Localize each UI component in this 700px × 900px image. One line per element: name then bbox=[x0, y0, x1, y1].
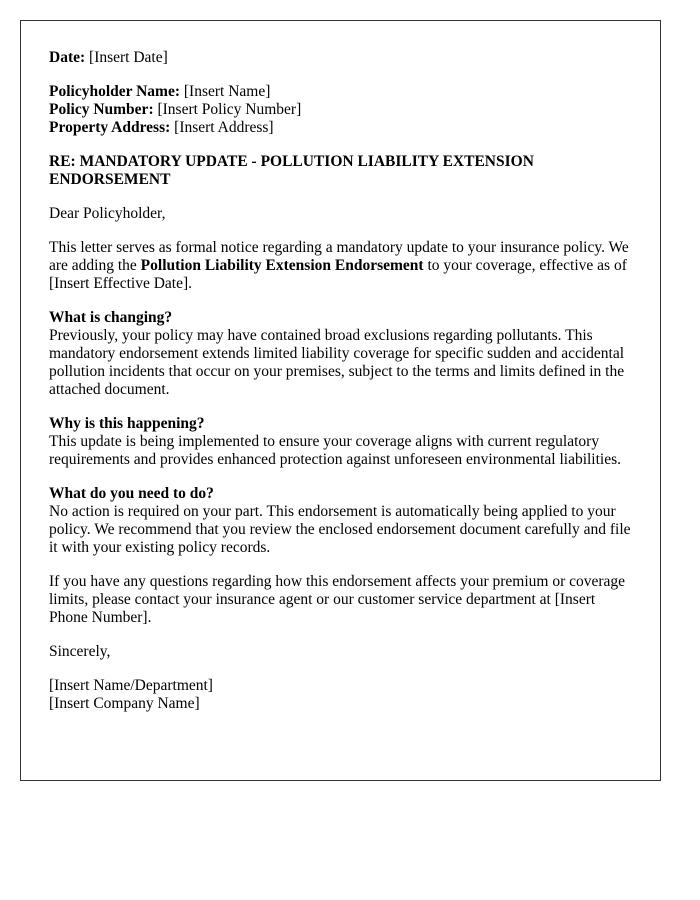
section-what-is-changing bbox=[49, 309, 632, 399]
section-body: No action is required on your part. This endorsement is automatically being applied to your policy. We recommend that you review the enclosed endorsement document carefully and file it with your existing policy records. bbox=[49, 503, 631, 556]
section-heading: Why is this happening? bbox=[49, 415, 205, 432]
policy-number-line bbox=[49, 101, 301, 118]
date-line bbox=[49, 49, 632, 67]
signature-company: [Insert Company Name] bbox=[49, 695, 200, 712]
section-what-to-do bbox=[49, 485, 632, 557]
policyholder-name-value: [Insert Name] bbox=[183, 83, 271, 100]
policy-number-label: Policy Number: bbox=[49, 101, 154, 118]
property-address-line bbox=[49, 119, 274, 136]
intro-paragraph bbox=[49, 239, 632, 293]
recipient-block bbox=[49, 83, 632, 137]
section-body: This update is being implemented to ensure your coverage aligns with current regulatory requirements and provides enhanced protection against unforeseen environmental liabilities. bbox=[49, 433, 622, 468]
intro-text-1: This letter serves as formal notice regarding a mandatory update to your insurance policy. We are adding the bbox=[49, 239, 629, 274]
date-value: [Insert Date] bbox=[89, 49, 168, 66]
contact-paragraph: If you have any questions regarding how this endorsement affects your premium or coverage limits, please contact your insurance agent or our customer service department at [Insert Phone Number]. bbox=[49, 573, 626, 626]
endorsement-name: Pollution Liability Extension Endorsement bbox=[140, 257, 424, 274]
section-heading: What do you need to do? bbox=[49, 485, 214, 502]
section-heading: What is changing? bbox=[49, 309, 173, 326]
closing: Sincerely, bbox=[49, 643, 111, 660]
signature-block bbox=[49, 677, 632, 713]
section-why-happening bbox=[49, 415, 632, 469]
signature-name-department: [Insert Name/Department] bbox=[49, 677, 213, 694]
salutation: Dear Policyholder, bbox=[49, 205, 166, 222]
policy-number-value: [Insert Policy Number] bbox=[157, 101, 302, 118]
subject-line: RE: MANDATORY UPDATE - POLLUTION LIABILITY EXTENSION ENDORSEMENT bbox=[49, 153, 534, 188]
section-body: Previously, your policy may have contained broad exclusions regarding pollutants. This mandatory endorsement extends limited liability coverage for specific sudden and accidental pollution incidents that occur on your premises, subject to the terms and limits defined in the attached document. bbox=[49, 327, 625, 398]
policyholder-name-line bbox=[49, 83, 270, 100]
intro-text-2: to your coverage, effective as of [Insert Effective Date]. bbox=[49, 257, 627, 292]
property-address-value: [Insert Address] bbox=[174, 119, 274, 136]
policyholder-name-label: Policyholder Name: bbox=[49, 83, 181, 100]
date-label: Date: bbox=[49, 49, 86, 66]
letter-document bbox=[20, 20, 661, 781]
property-address-label: Property Address: bbox=[49, 119, 171, 136]
